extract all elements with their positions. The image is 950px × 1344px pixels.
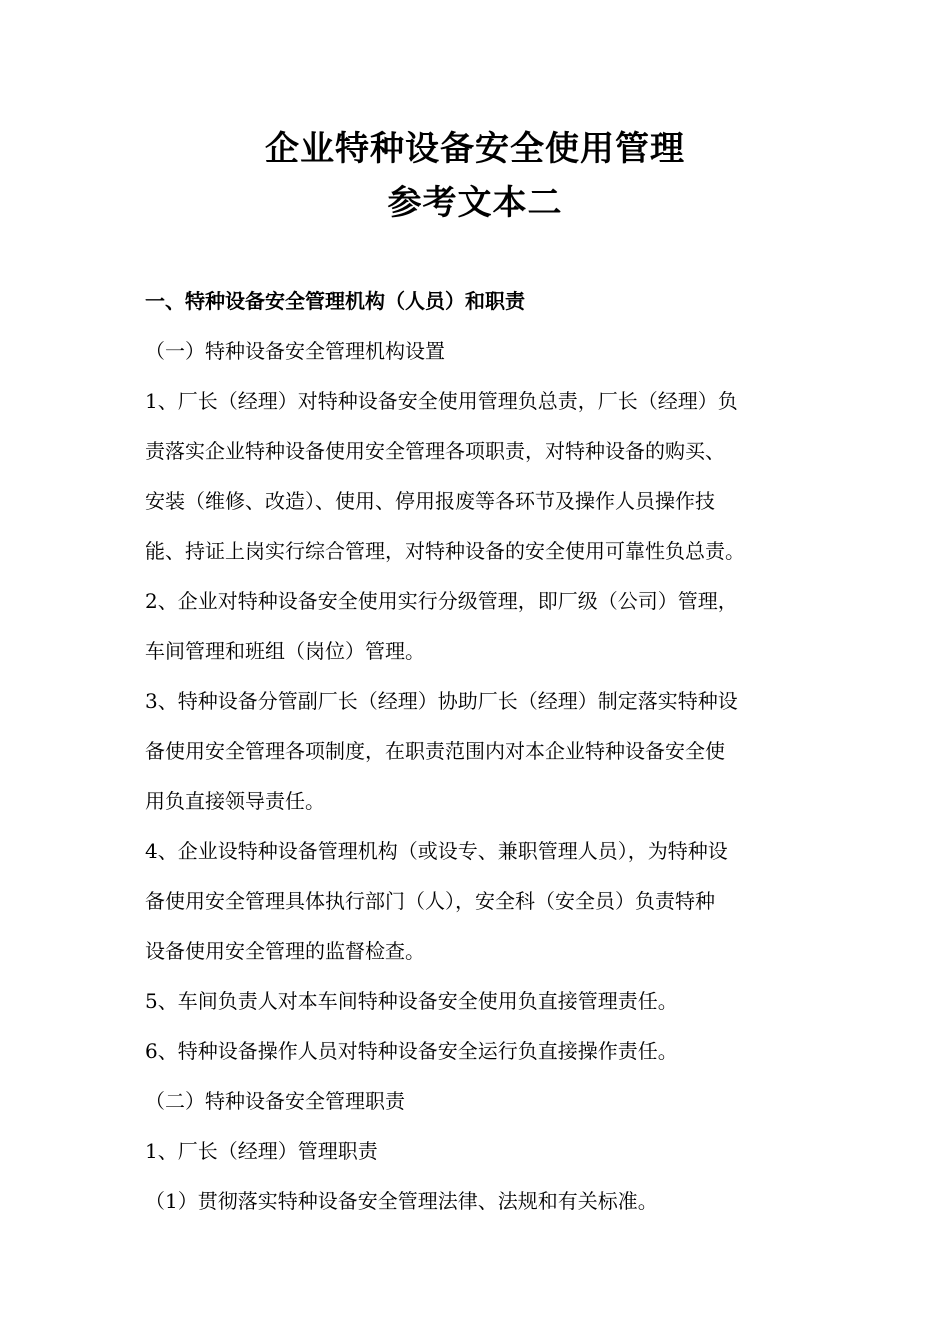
subsection-heading: （一）特种设备安全管理机构设置 [145,339,445,363]
body-line: 车间管理和班组（岗位）管理。 [145,639,425,663]
body-line: 5、车间负责人对本车间特种设备安全使用负直接管理责任。 [145,989,678,1013]
body-line: 备使用安全管理各项制度，在职责范围内对本企业特种设备安全使 [145,739,725,763]
title-line-2: 参考文本二 [387,183,563,223]
section-heading: 一、特种设备安全管理机构（人员）和职责 [145,289,525,313]
document-body [145,282,815,1232]
body-line: 用负直接领导责任。 [145,789,325,813]
body-line: 4、企业设特种设备管理机构（或设专、兼职管理人员），为特种设 [145,839,728,863]
body-line: 1、厂长（经理）对特种设备安全使用管理负总责，厂长（经理）负 [145,389,738,413]
document-title [0,122,950,230]
body-line: 6、特种设备操作人员对特种设备安全运行负直接操作责任。 [145,1039,678,1063]
body-line: 设备使用安全管理的监督检查。 [145,939,425,963]
body-line: 责落实企业特种设备使用安全管理各项职责，对特种设备的购买、 [145,439,725,463]
body-line: 3、特种设备分管副厂长（经理）协助厂长（经理）制定落实特种设 [145,689,738,713]
body-line: 能、持证上岗实行综合管理，对特种设备的安全使用可靠性负总责。 [145,539,745,563]
subsection-heading: （二）特种设备安全管理职责 [145,1089,405,1113]
title-line-1: 企业特种设备安全使用管理 [265,129,685,169]
body-line: （1）贯彻落实特种设备安全管理法律、法规和有关标准。 [145,1189,658,1213]
body-line: 安装（维修、改造）、使用、停用报废等各环节及操作人员操作技 [145,489,715,513]
body-line: 1、厂长（经理）管理职责 [145,1139,378,1163]
body-line: 2、企业对特种设备安全使用实行分级管理，即厂级（公司）管理， [145,589,738,613]
body-line: 备使用安全管理具体执行部门（人），安全科（安全员）负责特种 [145,889,715,913]
